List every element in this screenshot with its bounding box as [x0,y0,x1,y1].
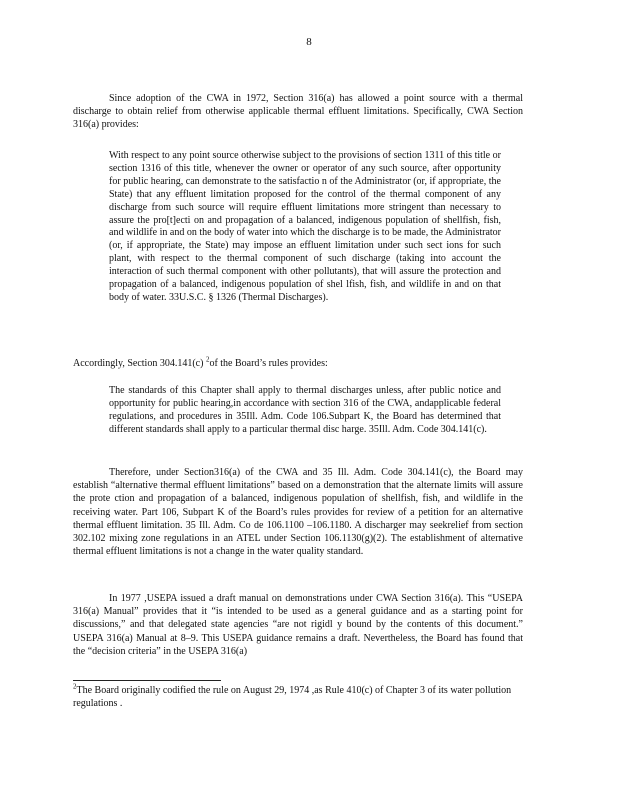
footnote [73,684,533,711]
paragraph-intro: Since adoption of the CWA in 1972, Section 316(a) has allowed a point source with a thermal discharge to obtain relief from otherwise applicable thermal effluent limitations. Specifically, CWA Section 316(a) provides: [73,93,523,131]
footnote-reference: 2 [205,355,210,364]
paragraph-accordingly-lead: Accordingly, Section 304.141(c) [73,358,206,369]
paragraph-therefore: Therefore, under Section316(a) of the CWA and 35 Ill. Adm. Code 304.141(c), the Board may establish “alternative thermal effluent limitations” based on a demonstration that the alternate limits will assure the prote ction and propagation of a balanced, indigenous population of shellfish, fish, and wildlife in the receiving water. Part 106, Subpart K of the Board’s rules provides for review of a petition for an alternative thermal effluent limitation. 35 Ill. Adm. Co de 106.1100 –106.1180. A discharger may seekrelief from section 302.102 mixing zone regulations in an ATEL under Section 106.1130(g)(2). The establishment of alternative thermal effluent limitations is not a change in the water quality standard. [73,467,523,558]
block-quote-cwa-316a: With respect to any point source otherwise subject to the provisions of section 1311 of this title or section 1316 of this title, whenever the owner or operator of any such source, after opportunity for public hearing, can demonstrate to the satisfactio n of the Administrator (or, if appropriate, the State) that any effluent limitation proposed for the control of the thermal component of any discharge from such source will require effluent limitations more stringent than necessary to assure the pro[t]ecti on and propagation of a balanced, indigenous population of shellfish, fish, and wildlife in and on the body of water into which the discharge is to be made, the Administrator (or, if appropriate, the State) may impose an effluent limitation under such sect ions for such plant, with respect to the thermal component of such discharge (taking into account the interaction of such thermal component with other pollutants), that will assure the protection and propagation of a balanced, indigenous population of shel lfish, fish, and wildlife in and on that body of water. 33U.S.C. § 1326 (Thermal Discharges). [109,150,501,303]
paragraph-accordingly [73,357,523,370]
block-quote-board-rules: The standards of this Chapter shall apply to thermal discharges unless, after public notice and opportunity for public hearing,in accordance with section 316 of the CWA, andapplicable federal regulations, and procedures in 35Ill. Adm. Code 106.Subpart K, the Board has determined that different standards shall apply to a particular thermal disc harge. 35Ill. Adm. Code 304.141(c). [109,385,501,435]
footnote-marker: 2 [73,682,77,691]
footnote-text: The Board originally codified the rule on August 29, 1974 ,as Rule 410(c) of Chapter 3 of its water pollution regulations . [73,685,512,710]
footnote-divider [73,680,221,681]
page-number: 8 [306,36,312,48]
paragraph-usepa-manual: In 1977 ,USEPA issued a draft manual on demonstrations under CWA Section 316(a). This “USEPA 316(a) Manual” provides that it “is intended to be used as a general guidance and as a starting point for discussions,” and that delegated state agencies “are not rigidl y bound by the contents of this document.” USEPA 316(a) Manual at 8–9. This USEPA guidance remains a draft. Nevertheless, the Board has found that the “decision criteria” in the USEPA 316(a) [73,593,523,657]
paragraph-accordingly-tail: of the Board’s rules provides: [209,358,328,369]
